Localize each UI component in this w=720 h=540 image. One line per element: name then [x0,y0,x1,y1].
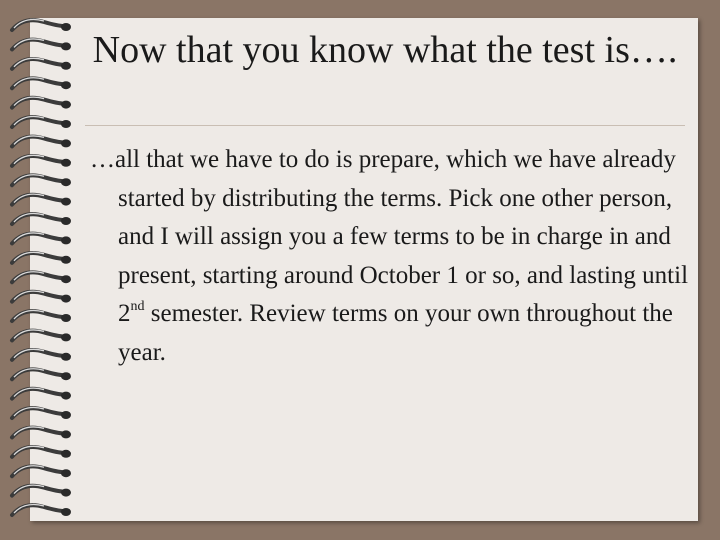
spiral-binding-icon [0,0,90,540]
binding-ring [12,97,71,108]
binding-ring [12,136,71,147]
binding-ring [12,311,71,322]
slide-title: Now that you know what the test is…. [92,29,678,71]
binding-ring [12,349,71,360]
body-text-part1: …all that we have to do is prepare, which we have already started by distributing the terms. Pick one other person, and I will assign you a few terms to be in charge in and present, starting around October 1 or so, and lasting until 2 [90,146,689,327]
binding-ring [12,58,71,69]
binding-ring [12,330,71,341]
binding-ring [12,20,71,31]
body-superscript: nd [130,298,145,314]
slide-body [90,141,690,372]
binding-ring [12,39,71,50]
binding-ring [12,505,71,516]
title-divider [85,125,685,126]
binding-ring [12,291,71,302]
binding-ring [12,155,71,166]
binding-ring [12,388,71,399]
body-text-part2: semester. Review terms on your own throughout the year. [118,300,673,366]
binding-ring [12,117,71,128]
binding-ring [12,78,71,89]
binding-ring [12,214,71,225]
binding-ring [12,485,71,496]
binding-ring [12,272,71,283]
binding-ring [12,194,71,205]
binding-ring [12,175,71,186]
binding-ring [12,446,71,457]
binding-ring [12,427,71,438]
binding-ring [12,408,71,419]
binding-ring [12,466,71,477]
binding-ring [12,233,71,244]
binding-ring [12,369,71,380]
binding-ring [12,252,71,263]
